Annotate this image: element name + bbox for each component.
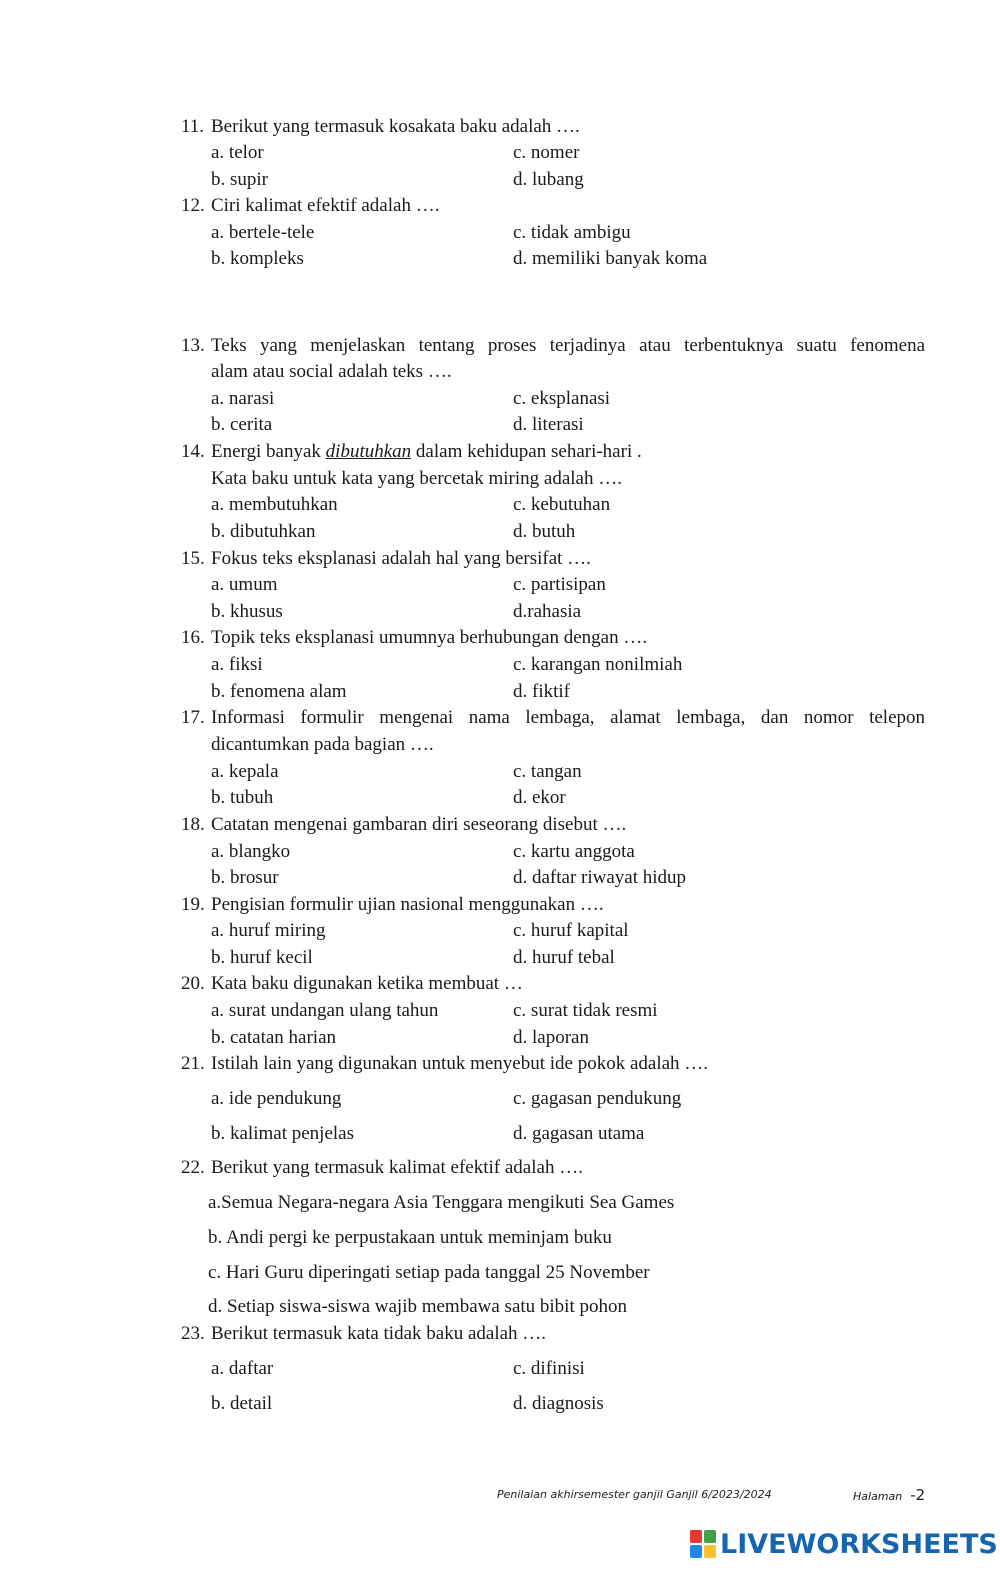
option-a[interactable]: a.Semua Negara-negara Asia Tenggara mengikuti Sea Games — [208, 1192, 675, 1213]
option-d[interactable]: d. butuh — [513, 521, 576, 542]
option-b[interactable]: b. huruf kecil — [211, 947, 313, 968]
option-b[interactable]: b. fenomena alam — [211, 681, 347, 702]
question-number: 21. — [181, 1053, 205, 1074]
option-c[interactable]: c. nomer — [513, 142, 580, 163]
question-text — [211, 439, 642, 465]
option-a[interactable]: a. huruf miring — [211, 920, 326, 941]
question-text: Kata baku digunakan ketika membuat … — [211, 973, 523, 994]
option-a[interactable]: a. ide pendukung — [211, 1088, 342, 1109]
option-c[interactable]: c. partisipan — [513, 574, 606, 595]
option-a[interactable]: a. telor — [211, 142, 264, 163]
option-c[interactable]: c. tidak ambigu — [513, 222, 631, 243]
footer-exam-title: Penilaian akhirsemester ganjil Ganjil 6/2023/2024 — [497, 1488, 772, 1501]
page-label: Halaman — [853, 1490, 903, 1503]
italic-word: dibutuhkan — [325, 441, 412, 462]
question-text: Berikut yang termasuk kalimat efektif adalah …. — [211, 1157, 583, 1178]
question-number: 15. — [181, 548, 205, 569]
option-c[interactable]: c. karangan nonilmiah — [513, 654, 683, 675]
option-c[interactable]: c. surat tidak resmi — [513, 1000, 658, 1021]
question-text-line-1: Teks yang menjelaskan tentang proses terjadinya atau terbentuknya suatu fenomena — [211, 335, 925, 356]
option-c[interactable]: c. kebutuhan — [513, 494, 611, 515]
question-text: Pengisian formulir ujian nasional menggunakan …. — [211, 894, 604, 915]
option-b[interactable]: b. brosur — [211, 867, 279, 888]
option-c[interactable]: c. kartu anggota — [513, 841, 635, 862]
question-number: 11. — [181, 116, 205, 137]
option-c[interactable]: c. tangan — [513, 761, 582, 782]
option-b[interactable]: b. khusus — [211, 601, 283, 622]
question-text: Fokus teks eksplanasi adalah hal yang bersifat …. — [211, 548, 591, 569]
option-b[interactable]: b. detail — [211, 1393, 273, 1414]
question-text: Istilah lain yang digunakan untuk menyebut ide pokok adalah …. — [211, 1053, 709, 1074]
option-a[interactable]: a. surat undangan ulang tahun — [211, 1000, 439, 1021]
question-text: Catatan mengenai gambaran diri seseorang disebut …. — [211, 814, 627, 835]
question-number: 23. — [181, 1323, 205, 1344]
question-number: 19. — [181, 894, 205, 915]
option-c[interactable]: c. eksplanasi — [513, 388, 611, 409]
question-number: 14. — [181, 441, 205, 462]
option-d[interactable]: d. lubang — [513, 169, 584, 190]
option-b[interactable]: b. supir — [211, 169, 268, 190]
question-text: Topik teks eksplanasi umumnya berhubungan dengan …. — [211, 627, 648, 648]
option-c[interactable]: c. gagasan pendukung — [513, 1088, 682, 1109]
option-b[interactable]: b. kalimat penjelas — [211, 1123, 354, 1144]
liveworksheets-logo[interactable] — [690, 1525, 998, 1563]
option-a[interactable]: a. kepala — [211, 761, 279, 782]
question-text-line-2: alam atau social adalah teks …. — [211, 361, 452, 382]
question-text-start: Energi banyak — [211, 441, 326, 462]
option-d[interactable]: d. laporan — [513, 1027, 589, 1048]
question-text: Berikut termasuk kata tidak baku adalah …. — [211, 1323, 547, 1344]
option-d[interactable]: d. huruf tebal — [513, 947, 615, 968]
question-number: 22. — [181, 1157, 205, 1178]
brand-name: LIVEWORKSHEETS — [720, 1528, 998, 1560]
question-text-line-2: Kata baku untuk kata yang bercetak miring adalah …. — [211, 468, 622, 489]
option-a[interactable]: a. narasi — [211, 388, 275, 409]
option-b[interactable]: b. kompleks — [211, 248, 304, 269]
question-text-line-2: dicantumkan pada bagian …. — [211, 734, 434, 755]
option-d[interactable]: d. fiktif — [513, 681, 570, 702]
question-number: 20. — [181, 973, 205, 994]
option-a[interactable]: a. membutuhkan — [211, 494, 338, 515]
option-a[interactable]: a. fiksi — [211, 654, 263, 675]
option-c[interactable]: c. Hari Guru diperingati setiap pada tanggal 25 November — [208, 1262, 650, 1283]
question-text: Ciri kalimat efektif adalah …. — [211, 195, 440, 216]
option-d[interactable]: d. Setiap siswa-siswa wajib membawa satu bibit pohon — [208, 1296, 627, 1317]
question-text: Berikut yang termasuk kosakata baku adalah …. — [211, 116, 580, 137]
footer-page — [853, 1486, 925, 1504]
question-number: 12. — [181, 195, 205, 216]
page-number: -2 — [910, 1486, 926, 1504]
option-b[interactable]: b. cerita — [211, 414, 273, 435]
question-number: 13. — [181, 335, 205, 356]
question-number: 18. — [181, 814, 205, 835]
option-b[interactable]: b. tubuh — [211, 787, 274, 808]
option-d[interactable]: d. memiliki banyak koma — [513, 248, 708, 269]
option-c[interactable]: c. huruf kapital — [513, 920, 629, 941]
question-text-line-1: Informasi formulir mengenai nama lembaga, alamat lembaga, dan nomor telepon — [211, 707, 925, 728]
option-d[interactable]: d. daftar riwayat hidup — [513, 867, 687, 888]
question-number: 17. — [181, 707, 205, 728]
option-d[interactable]: d. ekor — [513, 787, 566, 808]
option-a[interactable]: a. blangko — [211, 841, 291, 862]
question-number: 16. — [181, 627, 205, 648]
option-a[interactable]: a. umum — [211, 574, 278, 595]
option-c[interactable]: c. difinisi — [513, 1358, 585, 1379]
option-d[interactable]: d. gagasan utama — [513, 1123, 645, 1144]
logo-grid-icon — [690, 1530, 716, 1558]
option-a[interactable]: a. bertele-tele — [211, 222, 315, 243]
option-d[interactable]: d.rahasia — [513, 601, 582, 622]
option-d[interactable]: d. literasi — [513, 414, 584, 435]
option-d[interactable]: d. diagnosis — [513, 1393, 604, 1414]
question-text-end: dalam kehidupan sehari-hari . — [411, 441, 642, 462]
option-b[interactable]: b. dibutuhkan — [211, 521, 316, 542]
option-b[interactable]: b. Andi pergi ke perpustakaan untuk meminjam buku — [208, 1227, 612, 1248]
option-a[interactable]: a. daftar — [211, 1358, 274, 1379]
option-b[interactable]: b. catatan harian — [211, 1027, 337, 1048]
